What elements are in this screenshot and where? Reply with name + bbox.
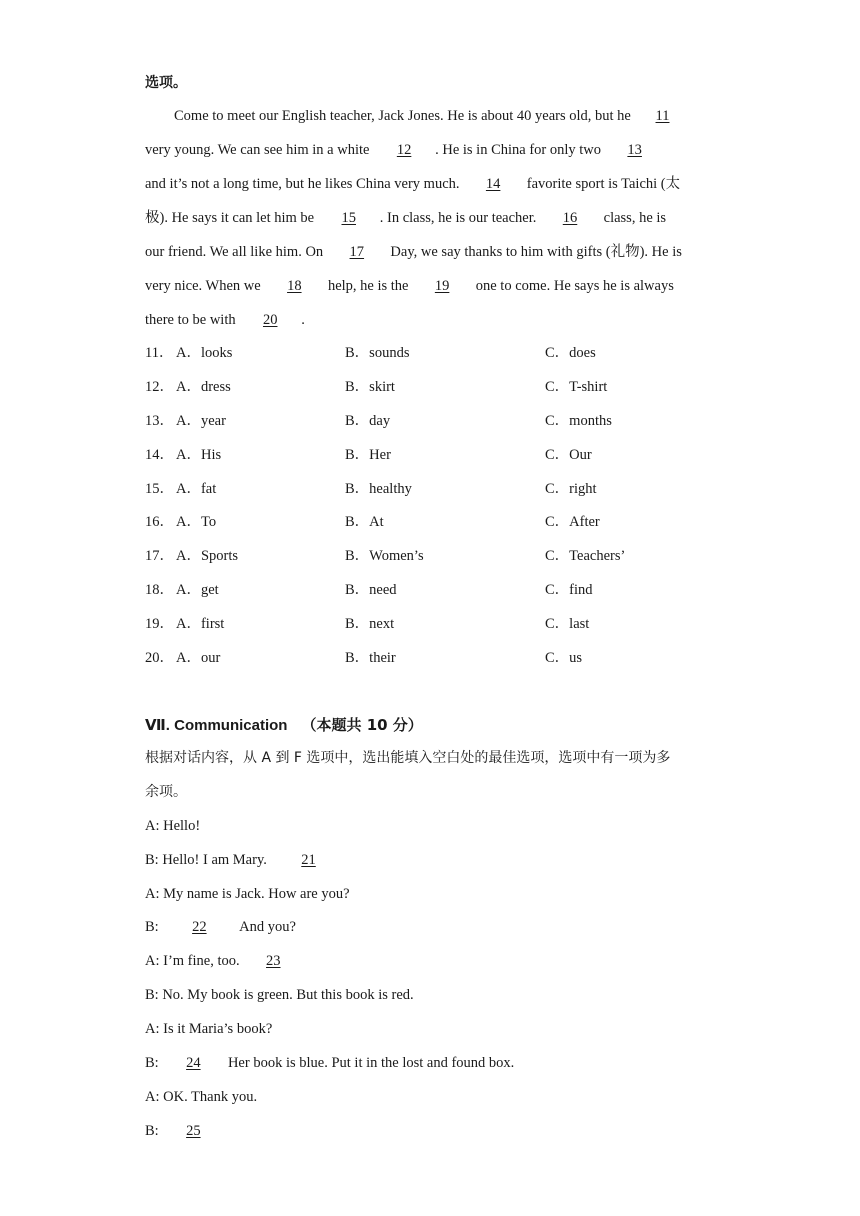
option-c: C．us xyxy=(545,650,583,666)
section-points: （本题共 10 分） xyxy=(301,716,423,734)
option-row: 18． A．get B．need C．find xyxy=(145,582,593,598)
dialogue-line: A: Hello! xyxy=(145,818,201,834)
dialogue-line: A: OK. Thank you. xyxy=(145,1089,258,1105)
dialogue-line: B: 24 Her book is blue. Put it in the lost and found box. xyxy=(145,1055,515,1071)
dialogue-line: A: My name is Jack. How are you? xyxy=(145,886,350,902)
option-row: 12． A．dress B．skirt C．T-shirt xyxy=(145,379,608,395)
option-a: A．year xyxy=(176,413,226,429)
option-a: A．To xyxy=(176,514,217,530)
blank-20: 20 xyxy=(262,312,278,328)
dialogue-line: A: I’m fine, too. 23 xyxy=(145,951,303,971)
passage-line: there to be with 20 . xyxy=(145,312,305,328)
option-row: 19． A．first B．next C．last xyxy=(145,616,590,632)
passage-line: and it’s not a long time, but he likes China very much. 14 favorite sport is Taichi (太 xyxy=(145,176,681,192)
section-title: Ⅶ. Communication （本题共 10 分） xyxy=(145,716,423,734)
option-c: C．Teachers’ xyxy=(545,548,626,564)
blank-23: 23 xyxy=(266,953,281,969)
option-c: C．last xyxy=(545,616,590,632)
dialogue-line: B: 25 xyxy=(145,1121,224,1141)
dialogue-line: A: Is it Maria’s book? xyxy=(145,1021,273,1037)
blank-21: 21 xyxy=(301,852,316,868)
blank-22: 22 xyxy=(192,919,207,935)
blank-19: 19 xyxy=(434,278,450,294)
blank-18: 18 xyxy=(287,278,302,294)
option-a: A．looks xyxy=(176,345,233,361)
passage-line: our friend. We all like him. On 17 Day, we say thanks to him with gifts (礼物). He is xyxy=(145,244,682,260)
option-b: B．sounds xyxy=(345,345,410,361)
blank-24: 24 xyxy=(186,1055,201,1071)
passage-line: very young. We can see him in a white 12 . He is in China for only two 13 xyxy=(145,140,665,160)
option-c: C．find xyxy=(545,582,593,598)
intro-tail: 选项。 xyxy=(145,75,187,91)
option-a: A．Sports xyxy=(176,548,239,564)
option-b: B．their xyxy=(345,650,396,666)
blank-15: 15 xyxy=(341,210,356,226)
passage-line: Come to meet our English teacher, Jack Jones. He is about 40 years old, but he 11 xyxy=(174,106,691,126)
option-b: B．Her xyxy=(345,447,391,463)
option-a: A．dress xyxy=(176,379,231,395)
option-b: B．Women’s xyxy=(345,548,424,564)
option-row: 20． A．our B．their C．us xyxy=(145,650,583,666)
option-a: A．His xyxy=(176,447,222,463)
blank-17: 17 xyxy=(349,244,365,260)
option-b: B．day xyxy=(345,413,391,429)
option-a: A．first xyxy=(176,616,225,632)
option-c: C．Our xyxy=(545,447,592,463)
dialogue-line: B: Hello! I am Mary. 21 xyxy=(145,850,347,870)
option-row: 11． A．looks B．sounds C．does xyxy=(145,345,596,361)
option-row: 14． A．His B．Her C．Our xyxy=(145,447,592,463)
passage-line: very nice. When we 18 help, he is the 19 one to come. He says he is always xyxy=(145,278,674,294)
option-c: C．After xyxy=(545,514,600,530)
option-b: B．need xyxy=(345,582,397,598)
blank-11: 11 xyxy=(655,108,670,124)
blank-16: 16 xyxy=(562,210,578,226)
blank-25: 25 xyxy=(186,1123,201,1139)
option-c: C．right xyxy=(545,481,597,497)
option-row: 15． A．fat B．healthy C．right xyxy=(145,481,597,497)
option-c: C．T-shirt xyxy=(545,379,608,395)
option-row: 16． A．To B．At C．After xyxy=(145,514,600,530)
option-row: 13． A．year B．day C．months xyxy=(145,413,612,429)
blank-14: 14 xyxy=(485,176,501,192)
section-instructions-cont: 余项。 xyxy=(145,784,187,800)
option-c: C．months xyxy=(545,413,612,429)
dialogue-line: B: 22 And you? xyxy=(145,919,296,935)
option-a: A．fat xyxy=(176,481,217,497)
option-b: B．healthy xyxy=(345,481,412,497)
option-a: A．get xyxy=(176,582,219,598)
passage-line: 极). He says it can let him be 15 . In class, he is our teacher. 16 class, he is xyxy=(145,210,667,226)
section-instructions: 根据对话内容，从 A 到 F 选项中，选出能填入空白处的最佳选项，选项中有一项为多 xyxy=(145,750,671,766)
blank-12: 12 xyxy=(396,142,412,158)
option-b: B．At xyxy=(345,514,384,530)
option-row: 17． A．Sports B．Women’s C．Teachers’ xyxy=(145,548,626,564)
dialogue-line: B: No. My book is green. But this book is red. xyxy=(145,987,414,1003)
option-b: B．skirt xyxy=(345,379,395,395)
option-c: C．does xyxy=(545,345,596,361)
option-a: A．our xyxy=(176,650,221,666)
blank-13: 13 xyxy=(627,142,642,158)
option-b: B．next xyxy=(345,616,395,632)
